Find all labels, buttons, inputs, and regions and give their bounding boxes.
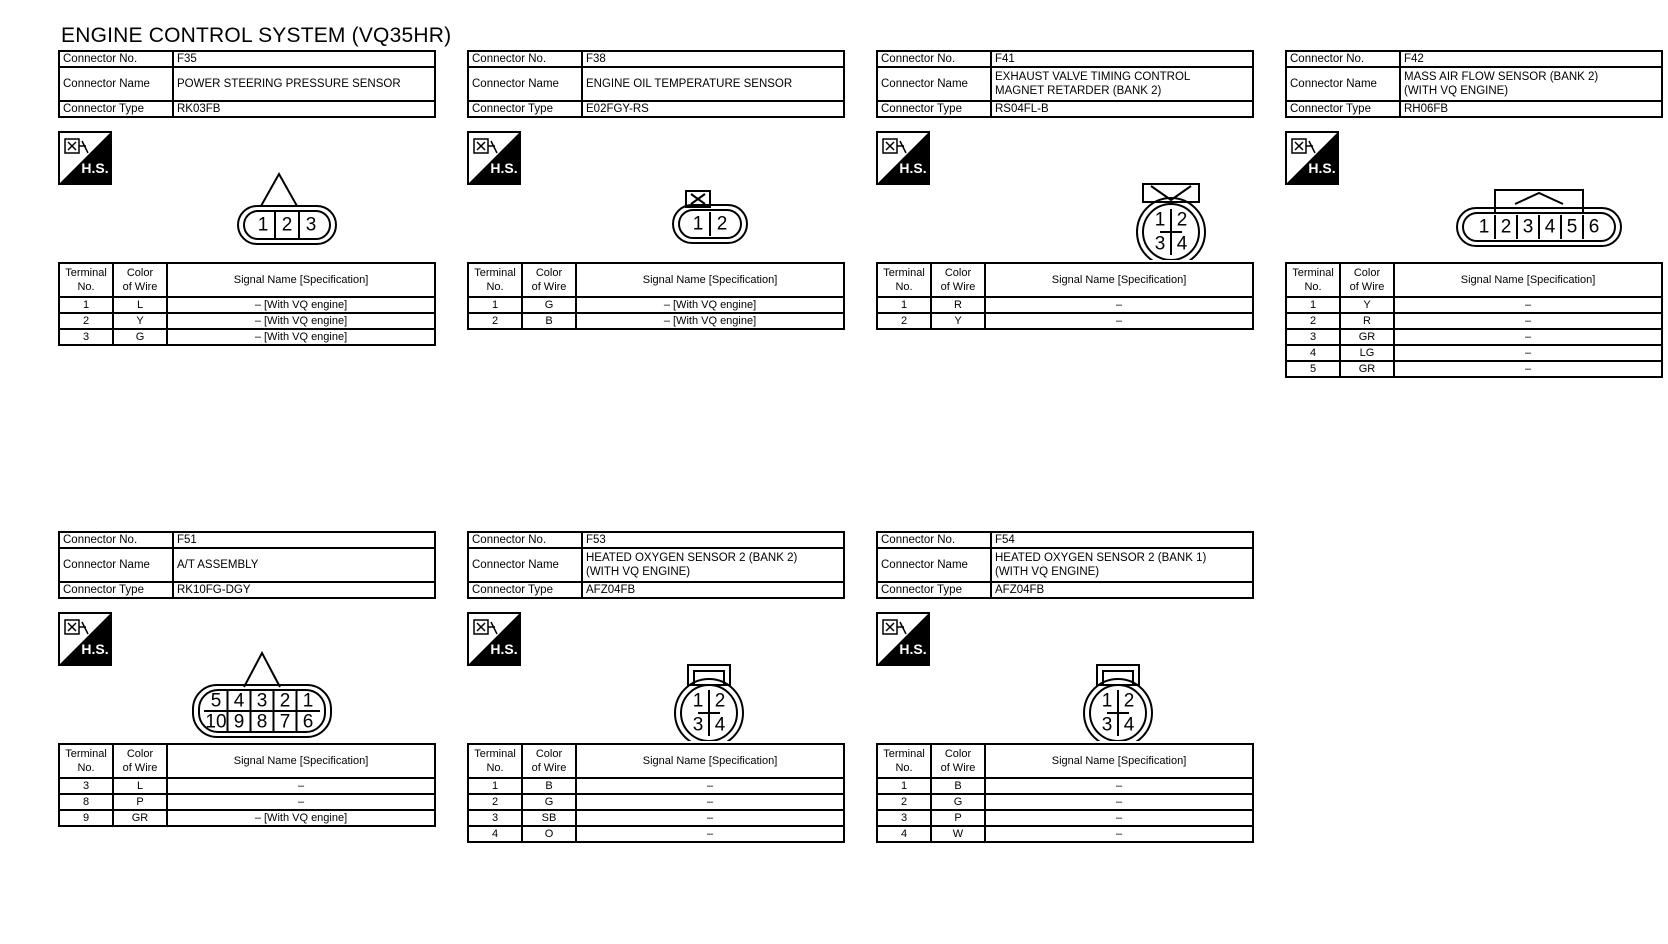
connector-face-diagram	[178, 150, 436, 260]
terminal-row	[877, 826, 1253, 842]
pin-1: 1	[257, 214, 269, 236]
connector-block-f53	[467, 531, 845, 861]
wire-color: GR	[113, 810, 167, 826]
connector-name-value	[173, 67, 435, 101]
hs-label: H.S.	[490, 160, 518, 176]
wire-color: LG	[1340, 345, 1394, 361]
terminal-row	[877, 778, 1253, 794]
wire-color: SB	[522, 810, 576, 826]
connector-name-line: HEATED OXYGEN SENSOR 2 (BANK 2)	[586, 552, 798, 564]
wire-color: Y	[931, 313, 985, 329]
pin-5: 5	[210, 690, 222, 712]
connector-name-value	[991, 67, 1253, 101]
terminal-table	[58, 262, 436, 346]
connector-info-table	[467, 531, 845, 599]
header-line: of Wire	[122, 762, 158, 774]
connector-name-line: A/T ASSEMBLY	[177, 559, 259, 571]
connector-block-f41	[876, 50, 1254, 380]
header-line: Terminal	[65, 748, 107, 760]
header-line: Color	[126, 748, 154, 760]
terminal-no: 3	[877, 810, 931, 826]
header-line: of Wire	[940, 762, 976, 774]
header-line: Color	[126, 267, 154, 279]
connector-name-line: MASS AIR FLOW SENSOR (BANK 2)	[1404, 71, 1599, 83]
terminal-row	[468, 778, 844, 794]
signal-name: –	[985, 297, 1253, 313]
connector-face-diagram	[178, 631, 436, 741]
connector-face-diagram	[1405, 150, 1663, 260]
terminal-row	[59, 810, 435, 826]
connector-name-label: Connector Name	[877, 67, 991, 101]
terminal-row	[877, 297, 1253, 313]
connector-block-f54	[876, 531, 1254, 861]
header-line: No.	[77, 281, 95, 293]
pin-4: 4	[1544, 216, 1556, 238]
header-line: Terminal	[883, 267, 925, 279]
signal-name-header: Signal Name [Specification]	[985, 744, 1253, 778]
pin-1: 1	[1478, 216, 1490, 238]
terminal-no: 3	[59, 329, 113, 345]
header-line: No.	[77, 762, 95, 774]
wire-color: Y	[113, 313, 167, 329]
signal-name: – [With VQ engine]	[576, 313, 844, 329]
terminal-no: 8	[59, 794, 113, 810]
connector-type-label: Connector Type	[468, 582, 582, 598]
connector-name-line: EXHAUST VALVE TIMING CONTROL	[995, 71, 1191, 83]
signal-name: –	[1394, 361, 1662, 377]
color-of-wire-header	[113, 263, 167, 297]
signal-name: –	[576, 826, 844, 842]
wire-color: P	[931, 810, 985, 826]
terminal-row	[877, 794, 1253, 810]
connector-type-value: AFZ04FB	[582, 582, 844, 598]
connector-block-f42	[1285, 50, 1663, 380]
connector-name-line: ENGINE OIL TEMPERATURE SENSOR	[586, 78, 793, 90]
wire-color: P	[113, 794, 167, 810]
wire-color: G	[113, 329, 167, 345]
terminal-no-header	[468, 263, 522, 297]
signal-name: –	[985, 810, 1253, 826]
connector-name-line: (WITH VQ ENGINE)	[586, 566, 691, 578]
pin-2: 2	[1500, 216, 1512, 238]
connector-type-label: Connector Type	[877, 101, 991, 117]
terminal-no: 1	[1286, 297, 1340, 313]
pin-4: 4	[714, 714, 726, 736]
terminal-no: 1	[877, 778, 931, 794]
connector-no-value: F38	[582, 51, 844, 67]
terminal-no: 1	[59, 297, 113, 313]
connector-type-value: RK10FG-DGY	[173, 582, 435, 598]
terminal-no: 4	[468, 826, 522, 842]
harness-side-icon	[58, 612, 112, 666]
terminal-row	[59, 313, 435, 329]
connector-no-label: Connector No.	[877, 532, 991, 548]
pin-3: 3	[305, 214, 317, 236]
header-line: Color	[535, 748, 563, 760]
connector-type-value: RH06FB	[1400, 101, 1662, 117]
wire-color: G	[522, 297, 576, 313]
terminal-row	[1286, 297, 1662, 313]
terminal-row	[59, 297, 435, 313]
signal-name-header: Signal Name [Specification]	[576, 744, 844, 778]
connector-name-value	[582, 67, 844, 101]
connector-name-value	[582, 548, 844, 582]
connector-type-label: Connector Type	[59, 101, 173, 117]
signal-name: –	[985, 778, 1253, 794]
pin-4: 4	[1123, 714, 1135, 736]
terminal-no-header	[468, 744, 522, 778]
header-line: No.	[486, 762, 504, 774]
terminal-row	[1286, 361, 1662, 377]
pin-3: 3	[1101, 714, 1113, 736]
header-line: No.	[895, 762, 913, 774]
pin-10: 10	[205, 711, 227, 733]
terminal-no: 1	[877, 297, 931, 313]
pin-3: 3	[1154, 233, 1166, 255]
signal-name-header: Signal Name [Specification]	[167, 263, 435, 297]
connector-name-value	[1400, 67, 1662, 101]
connector-name-line: MAGNET RETARDER (BANK 2)	[995, 85, 1162, 97]
wire-color: B	[522, 313, 576, 329]
signal-name-header: Signal Name [Specification]	[576, 263, 844, 297]
signal-name: – [With VQ engine]	[167, 329, 435, 345]
connector-type-value: AFZ04FB	[991, 582, 1253, 598]
terminal-row	[59, 778, 435, 794]
terminal-no: 4	[877, 826, 931, 842]
signal-name: – [With VQ engine]	[167, 810, 435, 826]
connector-no-label: Connector No.	[468, 532, 582, 548]
wire-color: O	[522, 826, 576, 842]
connector-no-label: Connector No.	[877, 51, 991, 67]
hs-label: H.S.	[490, 641, 518, 657]
terminal-row	[468, 810, 844, 826]
terminal-table	[58, 743, 436, 827]
header-line: Terminal	[1292, 267, 1334, 279]
terminal-no: 3	[468, 810, 522, 826]
connector-no-value: F53	[582, 532, 844, 548]
connector-name-label: Connector Name	[1286, 67, 1400, 101]
pin-3: 3	[1522, 216, 1534, 238]
connector-name-label: Connector Name	[877, 548, 991, 582]
connector-name-line: (WITH VQ ENGINE)	[995, 566, 1100, 578]
terminal-no: 3	[1286, 329, 1340, 345]
header-line: No.	[1304, 281, 1322, 293]
signal-name: –	[1394, 297, 1662, 313]
wire-color: W	[931, 826, 985, 842]
header-line: No.	[895, 281, 913, 293]
color-of-wire-header	[931, 744, 985, 778]
connector-no-label: Connector No.	[1286, 51, 1400, 67]
hs-label: H.S.	[1308, 160, 1336, 176]
terminal-no-header	[877, 744, 931, 778]
color-of-wire-header	[522, 263, 576, 297]
terminal-row	[468, 794, 844, 810]
wire-color: G	[522, 794, 576, 810]
pin-4: 4	[233, 690, 245, 712]
terminal-no-header	[1286, 263, 1340, 297]
header-line: Terminal	[65, 267, 107, 279]
connector-info-table	[1285, 50, 1663, 118]
signal-name-header: Signal Name [Specification]	[1394, 263, 1662, 297]
pin-2: 2	[716, 213, 728, 235]
header-line: Terminal	[474, 748, 516, 760]
connector-face-diagram	[996, 631, 1254, 741]
terminal-row	[59, 329, 435, 345]
terminal-row	[1286, 345, 1662, 361]
terminal-no: 2	[468, 313, 522, 329]
color-of-wire-header	[522, 744, 576, 778]
connector-name-label: Connector Name	[468, 67, 582, 101]
wire-color: B	[522, 778, 576, 794]
terminal-no: 1	[468, 297, 522, 313]
connector-no-value: F51	[173, 532, 435, 548]
wire-color: L	[113, 778, 167, 794]
connector-info-table	[467, 50, 845, 118]
header-line: No.	[486, 281, 504, 293]
signal-name: –	[576, 794, 844, 810]
hs-label: H.S.	[899, 160, 927, 176]
connector-info-table	[876, 531, 1254, 599]
connector-info-table	[876, 50, 1254, 118]
pin-6: 6	[1588, 216, 1600, 238]
terminal-row	[1286, 313, 1662, 329]
wire-color: L	[113, 297, 167, 313]
terminal-no-header	[59, 263, 113, 297]
connector-type-value: RS04FL-B	[991, 101, 1253, 117]
wire-color: GR	[1340, 329, 1394, 345]
wire-color: Y	[1340, 297, 1394, 313]
terminal-no: 2	[877, 794, 931, 810]
connector-info-table	[58, 50, 436, 118]
wire-color: GR	[1340, 361, 1394, 377]
header-line: Color	[535, 267, 563, 279]
pin-2: 2	[279, 690, 291, 712]
terminal-row	[877, 313, 1253, 329]
terminal-row	[1286, 329, 1662, 345]
header-line: of Wire	[122, 281, 158, 293]
connector-type-label: Connector Type	[1286, 101, 1400, 117]
terminal-no-header	[59, 744, 113, 778]
signal-name: – [With VQ engine]	[167, 297, 435, 313]
connector-name-label: Connector Name	[59, 67, 173, 101]
wire-color: G	[931, 794, 985, 810]
pin-2: 2	[281, 214, 293, 236]
wire-color: R	[931, 297, 985, 313]
signal-name: –	[167, 778, 435, 794]
pin-2: 2	[1176, 209, 1188, 231]
connector-face-diagram	[587, 631, 845, 741]
pin-1: 1	[692, 213, 704, 235]
terminal-no: 2	[59, 313, 113, 329]
terminal-table	[876, 262, 1254, 330]
terminal-table	[467, 262, 845, 330]
terminal-no: 3	[59, 778, 113, 794]
connector-name-line: HEATED OXYGEN SENSOR 2 (BANK 1)	[995, 552, 1207, 564]
signal-name-header: Signal Name [Specification]	[985, 263, 1253, 297]
pin-9: 9	[233, 711, 245, 733]
signal-name: –	[167, 794, 435, 810]
wire-color: R	[1340, 313, 1394, 329]
connector-face-diagram	[587, 150, 845, 260]
terminal-no: 5	[1286, 361, 1340, 377]
connector-name-value	[173, 548, 435, 582]
header-line: of Wire	[1349, 281, 1385, 293]
harness-side-icon	[58, 131, 112, 185]
header-line: Color	[1353, 267, 1381, 279]
pin-5: 5	[1566, 216, 1578, 238]
connector-name-line: (WITH VQ ENGINE)	[1404, 85, 1509, 97]
terminal-no: 2	[468, 794, 522, 810]
header-line: Color	[944, 267, 972, 279]
hs-label: H.S.	[81, 641, 109, 657]
connector-no-value: F41	[991, 51, 1253, 67]
header-line: of Wire	[531, 762, 567, 774]
harness-side-icon	[876, 131, 930, 185]
pin-1: 1	[1154, 209, 1166, 231]
connector-no-value: F42	[1400, 51, 1662, 67]
connector-block-f35	[58, 50, 436, 380]
terminal-row	[59, 794, 435, 810]
connector-name-label: Connector Name	[59, 548, 173, 582]
color-of-wire-header	[1340, 263, 1394, 297]
connector-name-label: Connector Name	[468, 548, 582, 582]
terminal-row	[877, 810, 1253, 826]
connector-type-label: Connector Type	[877, 582, 991, 598]
terminal-row	[468, 826, 844, 842]
pin-3: 3	[692, 714, 704, 736]
pin-2: 2	[714, 690, 726, 712]
signal-name: –	[985, 313, 1253, 329]
terminal-no: 2	[877, 313, 931, 329]
pin-8: 8	[256, 711, 268, 733]
terminal-table	[1285, 262, 1663, 378]
connector-type-value: RK03FB	[173, 101, 435, 117]
pin-4: 4	[1176, 233, 1188, 255]
terminal-table	[467, 743, 845, 843]
connector-info-table	[58, 531, 436, 599]
connector-no-label: Connector No.	[468, 51, 582, 67]
color-of-wire-header	[931, 263, 985, 297]
terminal-no-header	[877, 263, 931, 297]
terminal-table	[876, 743, 1254, 843]
connector-type-value: E02FGY-RS	[582, 101, 844, 117]
color-of-wire-header	[113, 744, 167, 778]
harness-side-icon	[1285, 131, 1339, 185]
connector-name-line: POWER STEERING PRESSURE SENSOR	[177, 78, 401, 90]
connector-face-diagram	[996, 150, 1254, 260]
signal-name: – [With VQ engine]	[167, 313, 435, 329]
signal-name: –	[576, 778, 844, 794]
terminal-no: 9	[59, 810, 113, 826]
header-line: Terminal	[474, 267, 516, 279]
header-line: Color	[944, 748, 972, 760]
harness-side-icon	[467, 612, 521, 666]
pin-1: 1	[1101, 690, 1113, 712]
terminal-no: 2	[1286, 313, 1340, 329]
terminal-no: 1	[468, 778, 522, 794]
hs-label: H.S.	[81, 160, 109, 176]
signal-name: – [With VQ engine]	[576, 297, 844, 313]
connector-block-f51	[58, 531, 436, 861]
signal-name-header: Signal Name [Specification]	[167, 744, 435, 778]
connector-no-value: F35	[173, 51, 435, 67]
pin-7: 7	[279, 711, 291, 733]
pin-2: 2	[1123, 690, 1135, 712]
header-line: of Wire	[531, 281, 567, 293]
connector-type-label: Connector Type	[468, 101, 582, 117]
hs-label: H.S.	[899, 641, 927, 657]
connector-type-label: Connector Type	[59, 582, 173, 598]
signal-name: –	[985, 826, 1253, 842]
harness-side-icon	[876, 612, 930, 666]
terminal-no: 4	[1286, 345, 1340, 361]
pin-1: 1	[302, 690, 314, 712]
pin-1: 1	[692, 690, 704, 712]
pin-6: 6	[302, 711, 314, 733]
signal-name: –	[576, 810, 844, 826]
harness-side-icon	[467, 131, 521, 185]
connector-no-label: Connector No.	[59, 532, 173, 548]
signal-name: –	[1394, 345, 1662, 361]
connector-name-value	[991, 548, 1253, 582]
wire-color: B	[931, 778, 985, 794]
signal-name: –	[985, 794, 1253, 810]
signal-name: –	[1394, 329, 1662, 345]
terminal-row	[468, 297, 844, 313]
connector-no-label: Connector No.	[59, 51, 173, 67]
page-title: ENGINE CONTROL SYSTEM (VQ35HR)	[61, 24, 452, 47]
pin-3: 3	[256, 690, 268, 712]
signal-name: –	[1394, 313, 1662, 329]
header-line: Terminal	[883, 748, 925, 760]
connector-block-f38	[467, 50, 845, 380]
header-line: of Wire	[940, 281, 976, 293]
connector-no-value: F54	[991, 532, 1253, 548]
terminal-row	[468, 313, 844, 329]
